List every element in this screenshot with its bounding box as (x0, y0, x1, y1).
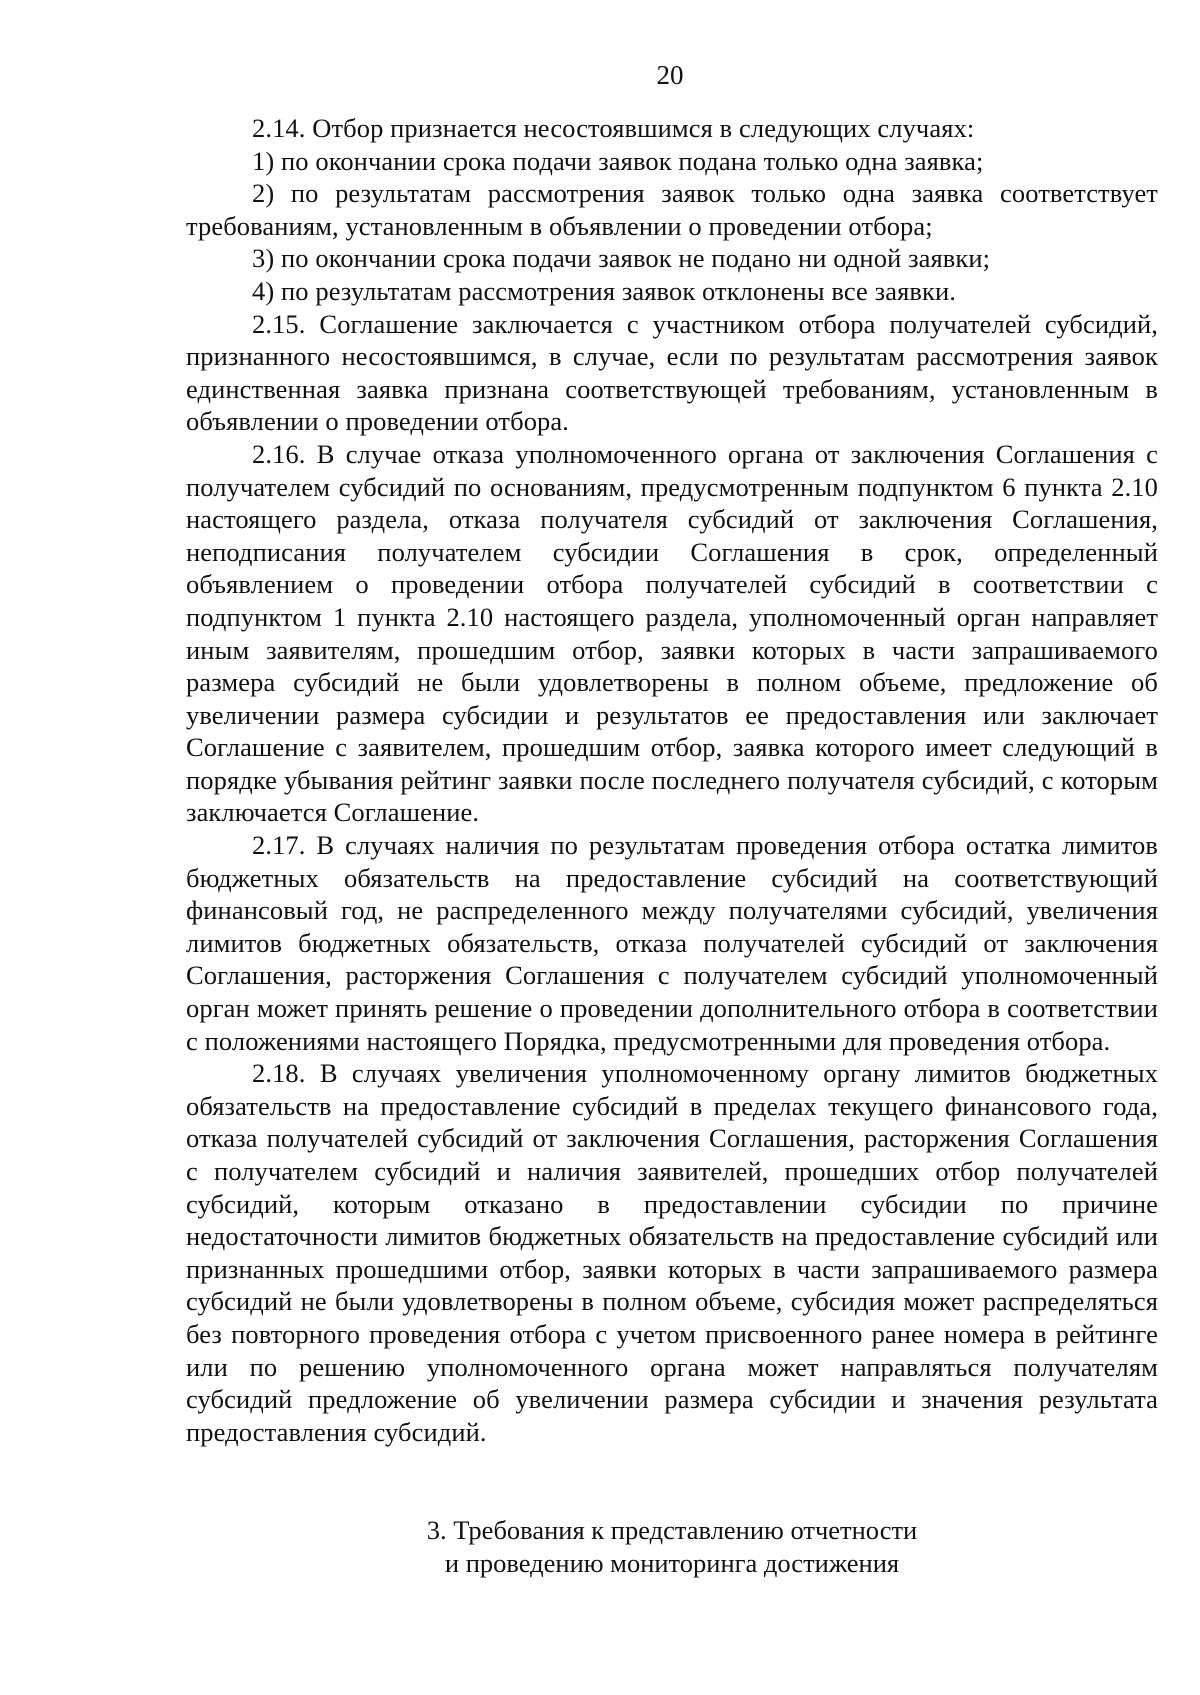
paragraph-2-14: 2.14. Отбор признается несостоявшимся в следующих случаях: (252, 113, 975, 143)
section-heading (186, 1514, 1158, 1580)
paragraph-2-18: 2.18. В случаях увеличения уполномоченному органу лимитов бюджетных обязательств на предоставление субсидий в пределах текущего финансового года, отказа получателей субсидий от заключения Соглашения, расторжения Соглашения с получателем субсидий и наличия заявителей, прошедших отбор получателей субсидий, которым отказано в предоставлении субсидии по причине недостаточности лимитов бюджетных обязательств на предоставление субсидий или признанных прошедшими отбор, заявки которых в части запрашиваемого размера субсидий не были удовлетворены в полном объеме, субсидия может распределяться без повторного проведения отбора с учетом присвоенного ранее номера в рейтинге или по решению уполномоченного органа может направляться получателям субсидий предложение об увеличении размера субсидии и значения результата предоставления субсидий. (186, 1058, 1158, 1447)
paragraph-2-14-item-4: 4) по результатам рассмотрения заявок отклонены все заявки. (252, 275, 956, 306)
paragraph-2-16: 2.16. В случае отказа уполномоченного органа от заключения Соглашения с получателем субсидий по основаниям, предусмотренным подпунктом 6 пункта 2.10 настоящего раздела, отказа получателя субсидий от заключения Соглашения, неподписания получателем субсидии Соглашения в срок, определенный объявлением о проведении отбора получателей субсидий в соответствии с подпунктом 1 пункта 2.10 настоящего раздела, уполномоченный орган направляет иным заявителям, прошедшим отбор, заявки которых в части запрашиваемого размера субсидий не были удовлетворены в полном объеме, предложение об увеличении размера субсидии и результатов ее предоставления или заключает Соглашение с заявителем, прошедшим отбор, заявка которого имеет следующий в порядке убывания рейтинг заявки после последнего получателя субсидий, с которым заключается Соглашение. (186, 438, 1158, 828)
section-heading-line-1: 3. Требования к представлению отчетности (426, 1515, 918, 1545)
page-number: 20 (656, 60, 684, 90)
paragraph-2-14-item-2: 2) по результатам рассмотрения заявок только одна заявка соответствует требованиям, установленным в объявлении о проведении отбора; (186, 178, 1158, 241)
section-heading-line-2: и проведению мониторинга достижения (444, 1548, 900, 1578)
document-body (186, 112, 1158, 1448)
paragraph-2-17: 2.17. В случаях наличия по результатам проведения отбора остатка лимитов бюджетных обязательств на предоставление субсидий на соответствующий финансовый год, не распределенного между получателями субсидий, увеличения лимитов бюджетных обязательств, отказа получателей субсидий от заключения Соглашения, расторжения Соглашения с получателем субсидий уполномоченный орган может принять решение о проведении дополнительного отбора в соответствии с положениями настоящего Порядка, предусмотренными для проведения отбора. (186, 830, 1158, 1056)
paragraph-2-15: 2.15. Соглашение заключается с участником отбора получателей субсидий, признанного несостоявшимся, в случае, если по результатам рассмотрения заявок единственная заявка признана соответствующей требованиям, установленным в объявлении о проведении отбора. (186, 308, 1158, 437)
paragraph-2-14-item-3: 3) по окончании срока подачи заявок не подано ни одной заявки; (252, 243, 991, 274)
paragraph-2-14-item-1: 1) по окончании срока подачи заявок подана только одна заявка; (252, 145, 984, 176)
